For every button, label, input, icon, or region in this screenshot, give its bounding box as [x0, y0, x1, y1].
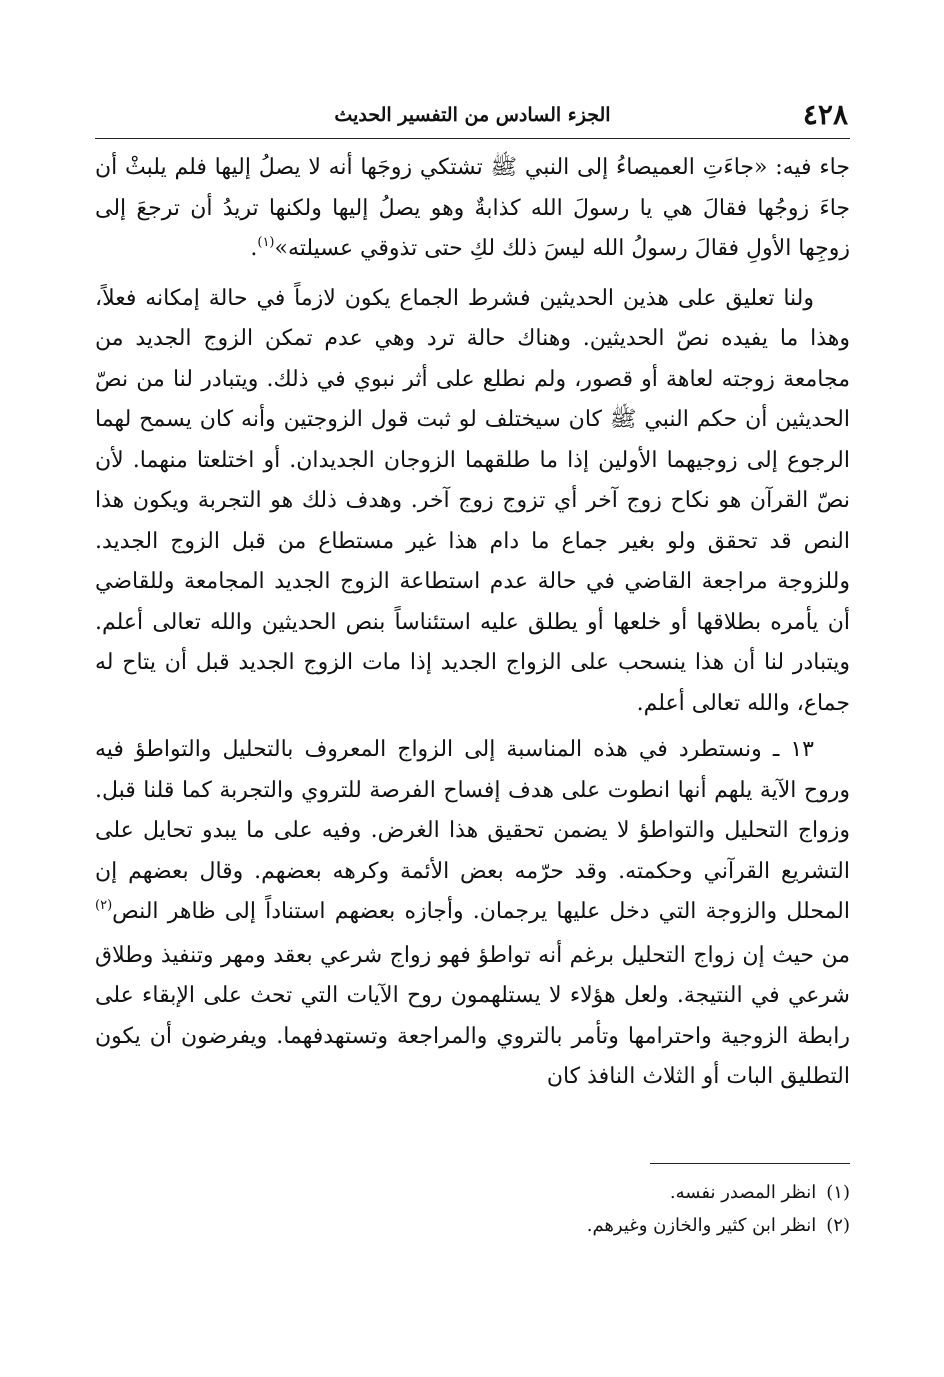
footnote-number: (٢) [826, 1215, 850, 1236]
paragraph-commentary [95, 279, 850, 725]
footnote-ref-1: (١) [257, 235, 275, 250]
paragraph-tahlil [95, 730, 850, 1098]
paragraph-text: ولنا تعليق على هذين الحديثين فشرط الجماع يكون لازماً في حالة إمكانه فعلاً، وهذا ما يفيده نصّ الحديثين. وهناك حالة ترد وهي عدم تمكن الزوج الجديد من مجامعة زوجته لعاهة أو قصور، ولم نطلع على أثر نبوي في ذلك. ويتبادر لنا من نصّ الحديثين أن حكم النبي ﷺ كان سيختلف لو ثبت قول الزوجتين وأنه كان يسمح لهما الرجوع إلى زوجيهما الأولين إذا ما طلقهما الزوجان الجديدان. أو اختلعتا منهما. لأن نصّ القرآن هو نكاح زوج آخر أي تزوج زوج آخر. وهدف ذلك هو التجربة ويكون هذا النص قد تحقق ولو بغير جماع ما دام هذا غير مستطاع من قبل الزوج الجديد. وللزوجة مراجعة القاضي في حالة عدم استطاعة الزوج الجديد المجامعة وللقاضي أن يأمره بطلاقها أو خلعها أو يطلق عليه استئناساً بنص الحديثين والله تعالى أعلم. ويتبادر لنا أن هذا ينسحب على الزواج الجديد إذا مات الزوج الجديد قبل أن يتاح له جماع، والله تعالى أعلم. [95, 285, 850, 716]
main-text [95, 148, 850, 1098]
footnote-divider [650, 1163, 850, 1164]
footnotes [95, 1176, 850, 1242]
footnote-1 [95, 1176, 850, 1209]
footnote-ref-2: (٢) [95, 898, 113, 913]
footnote-number: (١) [826, 1182, 850, 1203]
footnote-text: انظر ابن كثير والخازن وغيرهم. [586, 1215, 817, 1236]
paragraph-text-continued: من حيث إن زواج التحليل برغم أنه تواطؤ فهو زواج شرعي بعقد ومهر وتنفيذ وطلاق شرعي في النتيجة. ولعل هؤلاء لا يستلهمون روح الآيات التي تحث على الإبقاء على رابطة الزوجية واحترامها وتأمر بالتروي والمراجعة وتستهدفهما. ويفرضون أن يكون التطليق البات أو الثلاث النافذ كان [95, 942, 850, 1089]
paragraph-text: جاء فيه: «جاءَتِ العميصاءُ إلى النبي ﷺ تشتكي زوجَها أنه لا يصلُ إليها فلم يلبثْ أن جاءَ زوجُها فقالَ هي يا رسولَ الله كذابةٌ وهو يصلُ إليها ولكنها تريدُ أن ترجعَ إلى زوجِها الأولِ فقالَ رسولُ الله ليسَ ذلك لكِ حتى تذوقي عسيلته» [95, 155, 850, 261]
footnote-2 [95, 1209, 850, 1242]
page-header [95, 98, 850, 139]
footnote-text: انظر المصدر نفسه. [669, 1182, 817, 1203]
page-number: ٤٢٨ [802, 98, 848, 131]
paragraph-text: ١٣ ـ ونستطرد في هذه المناسبة إلى الزواج المعروف بالتحليل والتواطؤ فيه وروح الآية يلهم أنها انطوت على هدف إفساح الفرصة للتروي والتجربة كما قلنا قبل. وزواج التحليل والتواطؤ لا يضمن تحقيق هذا الغرض. وفيه على ما يبدو تحايل على التشريع القرآني وحكمته. وقد حرّمه بعض الأئمة وكرهه بعضهم. وقال بعضهم إن المحلل والزوجة التي دخل عليها يرجمان. وأجازه بعضهم استناداً إلى ظاهر النص [95, 737, 850, 924]
paragraph-hadith: جاء فيه: «جاءَتِ العميصاءُ إلى النبي ﷺ تشتكي زوجَها أنه لا يصلُ إليها فلم يلبثْ أن جاءَ زوجُها فقالَ هي يا رسولَ الله كذابةٌ وهو يصلُ إليها ولكنها تريدُ أن ترجعَ إلى زوجِها الأولِ فقالَ رسولُ الله ليسَ ذلك لكِ حتى تذوقي عسيلته»$^{(١)}$. [95, 155, 850, 261]
running-head: الجزء السادس من التفسير الحديث [334, 104, 611, 126]
